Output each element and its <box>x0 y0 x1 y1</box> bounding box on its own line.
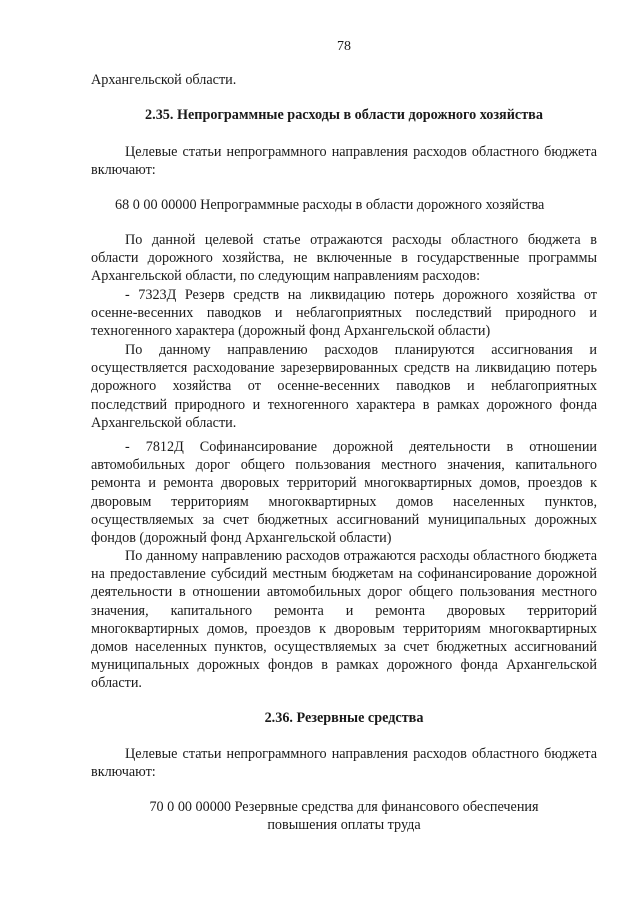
section-2-35-code-line: 68 0 00 00000 Непрограммные расходы в области дорожного хозяйства <box>115 197 545 213</box>
section-2-36-heading: 2.36. Резервные средства <box>264 710 424 726</box>
continuation-line: Архангельской области. <box>91 72 237 88</box>
section-2-35-item-2: - 7812Д Софинансирование дорожной деятельности в отношении автомобильных дорог общего пользования местного значения, капитального ремонта и ремонта дворовых территорий многоквартирных домов, проездов к дворовым территориям многоквартирных домов населенных пунктов, осуществляемых за счет бюджетных ассигнований муниципальных дорожных фондов (дорожный фонд Архангельской области) <box>91 439 597 547</box>
section-2-35-description: По данной целевой статье отражаются расходы областного бюджета в области дорожного хозяйства, не включенные в государственные программы Архангельской области, по следующим направлениям расходов: <box>91 232 597 285</box>
section-2-36-code-line-2: повышения оплаты труда <box>267 817 421 833</box>
section-2-35-heading: 2.35. Непрограммные расходы в области дорожного хозяйства <box>145 107 543 123</box>
section-2-36-intro: Целевые статьи непрограммного направления расходов областного бюджета включают: <box>91 746 597 781</box>
section-2-36-code-line-1: 70 0 00 00000 Резервные средства для финансового обеспечения <box>149 799 539 815</box>
section-2-35-item-2-description: По данному направлению расходов отражаются расходы областного бюджета на предоставление субсидий местным бюджетам на софинансирование дорожной деятельности в отношении автомобильных дорог общего пользования местного значения, капитального ремонта и ремонта дворовых территорий многоквартирных домов, проездов к дворовым территориям многоквартирных домов населенных пунктов, осуществляемых за счет бюджетных ассигнований муниципальных дорожных фондов в рамках дорожного фонда Архангельской области. <box>91 548 597 692</box>
continuation-text <box>91 71 597 89</box>
section-2-35-intro: Целевые статьи непрограммного направления расходов областного бюджета включают: <box>91 144 597 179</box>
page-number: 78 <box>337 39 351 54</box>
section-2-35-item-1-description: По данному направлению расходов планируются ассигнования и осуществляется расходование зарезервированных средств на ликвидацию потерь дорожного хозяйства от осенне-весенних паводков и неблагоприятных последствий природного и техногенного характера в рамках дорожного фонда Архангельской области. <box>91 342 597 431</box>
section-2-35-item-1: - 7323Д Резерв средств на ликвидацию потерь дорожного хозяйства от осенне-весенних паводков и неблагоприятных последствий природного и техногенного характера (дорожный фонд Архангельской области) <box>91 287 597 340</box>
